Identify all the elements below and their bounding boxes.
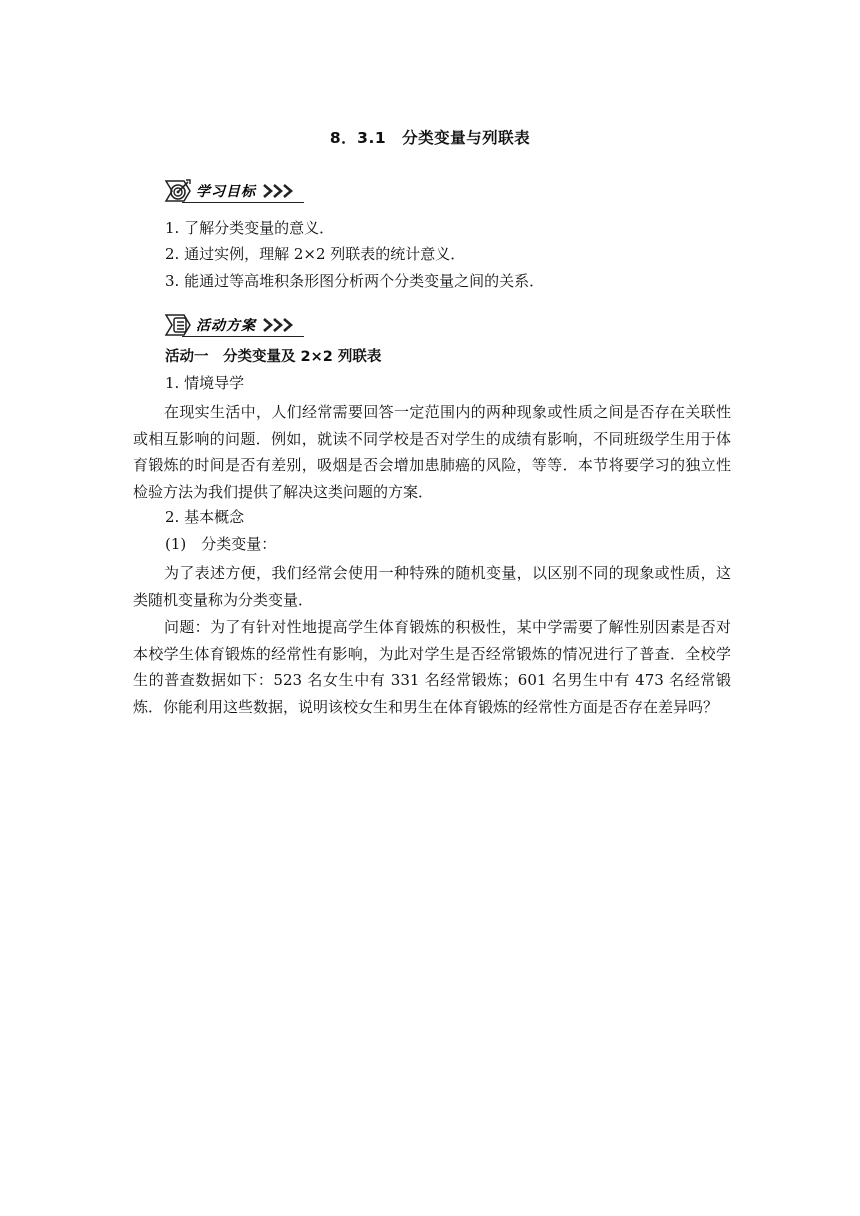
paragraph: 为了表述方便，我们经常会使用一种特殊的随机变量，以区别不同的现象或性质，这类随机变量称为分类变量． — [133, 564, 731, 609]
target-dart-icon — [162, 177, 192, 205]
problem-paragraph: 问题：为了有针对性地提高学生体育锻炼的积极性，某中学需要了解性别因素是否对本校学生体育锻炼的经常性有影响，为此对学生是否经常锻炼的情况进行了普查．全校学生的普查数据如下：523 名女生中有 331 名经常锻炼；601 名男生中有 473 名经常锻炼．你能利用这些数据，说明该校女生和男生在体育锻炼的经常性方面是否存在差异吗？ — [133, 618, 731, 716]
goal-item: 2. 通过实例，理解 2×2 列联表的统计意义． — [165, 245, 466, 263]
activities-banner-underline — [182, 336, 304, 337]
goal-item: 1. 了解分类变量的意义． — [165, 219, 335, 237]
paragraph: 在现实生活中，人们经常需要回答一定范围内的两种现象或性质之间是否存在关联性或相互影响的问题．例如，就读不同学校是否对学生的成绩有影响，不同班级学生用于体育锻炼的时间是否有差别，吸烟是否会增加患肺癌的风险，等等．本节将要学习的独立性检验方法为我们提供了解决这类问题的方案． — [133, 403, 731, 501]
goals-banner — [162, 176, 304, 206]
goals-banner-label: 学习目标 — [196, 184, 256, 200]
activities-banner — [162, 310, 304, 340]
section-label: 1. 情境导学 — [165, 374, 245, 392]
concept-label: (1) 分类变量： — [165, 535, 277, 553]
goal-item: 3. 能通过等高堆积条形图分析两个分类变量之间的关系． — [165, 272, 545, 290]
chevrons-icon — [260, 182, 304, 200]
activity-heading: 活动一 分类变量及 2×2 列联表 — [165, 349, 382, 365]
page-title: 8．3.1 分类变量与列联表 — [329, 129, 531, 147]
activities-banner-label: 活动方案 — [196, 318, 256, 334]
list-clipboard-icon — [162, 311, 192, 339]
section-label: 2. 基本概念 — [165, 508, 245, 526]
chevrons-icon — [260, 316, 304, 334]
goals-banner-underline — [182, 202, 304, 203]
